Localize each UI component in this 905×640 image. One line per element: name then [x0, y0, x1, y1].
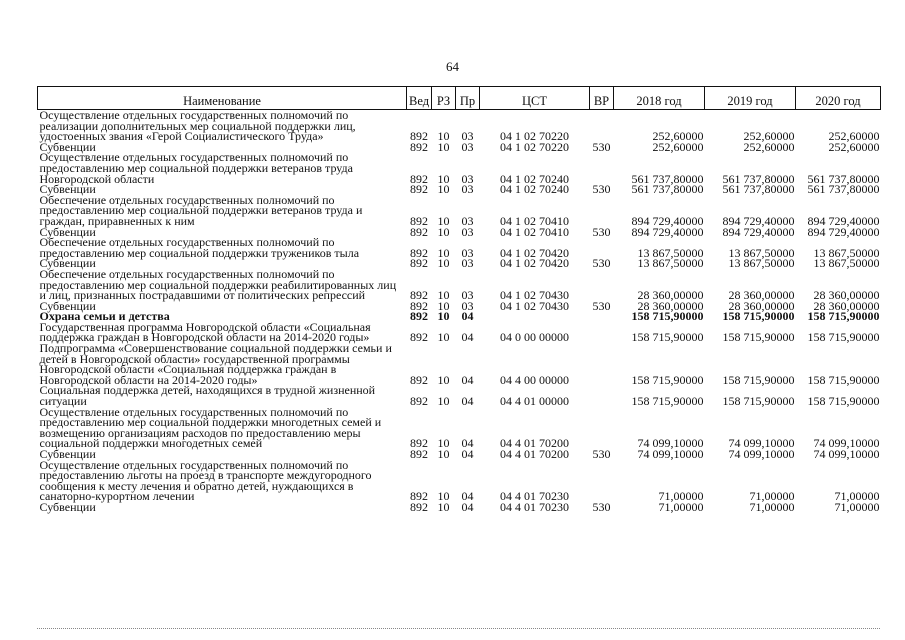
cell-2019: 158 715,90000 — [722, 309, 795, 324]
cell-name: Государственная программа Новгородской области «Социальная поддержка граждан в Новгородской области на 2014-2020 годы» — [39, 319, 371, 345]
cell-2018: 561 737,80000 — [631, 171, 704, 186]
cell-name: Субвенции — [39, 447, 96, 461]
cell-cst: 04 4 01 70230 — [500, 499, 569, 514]
cell-2020: 13 867,50000 — [813, 245, 880, 260]
cell-2018: 158 715,90000 — [631, 372, 704, 387]
cell-cst: 04 1 02 70220 — [500, 139, 569, 154]
cell-2020: 71,00000 — [834, 499, 880, 514]
cell-2019: 561 737,80000 — [722, 171, 795, 186]
cell-rz: 10 — [437, 213, 450, 228]
cell-pr: 03 — [461, 139, 474, 154]
cell-name: Осуществление отдельных государственных полномочий по реализации дополнительных мер социальной поддержки лиц, удостоенных звания «Герой Социалистического Труда» — [39, 108, 356, 144]
budget-table — [37, 86, 881, 513]
cell-pr: 03 — [461, 256, 474, 271]
cell-pr: 04 — [461, 372, 474, 387]
cell-pr: 03 — [461, 224, 474, 239]
cell-2019: 894 729,40000 — [722, 224, 795, 239]
cell-2018: 894 729,40000 — [631, 224, 704, 239]
cell-name: Осуществление отдельных государственных полномочий по предоставлению мер социальной поддержки ветеранов труда Новгородской области — [39, 150, 353, 186]
cell-cst: 04 1 02 70240 — [500, 171, 569, 186]
cell-name: Осуществление отдельных государственных полномочий по предоставлению льготы на проезд в транспорте междугородного сообщения к месту лечения и обратно детей, нуждающихся в санаторно-курортном лечении — [39, 457, 372, 504]
cell-rz: 10 — [437, 182, 450, 197]
page-bottom-rule — [37, 628, 880, 629]
cell-cst: 04 1 02 70430 — [500, 288, 569, 303]
cell-ved: 892 — [410, 499, 428, 514]
table-row — [38, 460, 881, 502]
table-row — [38, 407, 881, 449]
column-header-name: Наименование — [38, 87, 407, 110]
cell-pr: 04 — [461, 447, 474, 461]
cell-vr — [590, 322, 614, 343]
cell-2020: 28 360,00000 — [813, 288, 880, 303]
cell-vr: 530 — [592, 224, 611, 239]
cell-ved: 892 — [410, 171, 428, 186]
cell-vr — [590, 110, 614, 142]
cell-name: Субвенции — [39, 499, 96, 514]
cell-2018: 561 737,80000 — [631, 182, 704, 197]
cell-ved: 892 — [410, 129, 428, 144]
cell-cst: 04 4 00 00000 — [500, 372, 569, 387]
cell-ved: 892 — [410, 436, 428, 451]
table-row — [38, 152, 881, 184]
cell-2019: 252,60000 — [743, 129, 795, 144]
cell-pr: 03 — [461, 288, 474, 303]
column-header-ved: Вед — [407, 87, 432, 110]
cell-2020: 158 715,90000 — [807, 309, 880, 324]
table-row — [38, 237, 881, 258]
cell-name: Подпрограмма «Совершенствование социальной поддержки семьи и детей в Новгородской области» государственной программы Новгородской области «Социальная поддержка граждан в Новгородской области на 2014-2020 годы» — [39, 341, 392, 387]
cell-rz: 10 — [437, 288, 450, 303]
cell-cst: 04 4 01 70200 — [500, 436, 569, 451]
column-header-2020: 2020 год — [796, 87, 881, 110]
table-row — [38, 385, 881, 406]
cell-ved: 892 — [410, 298, 428, 313]
cell-2018: 894 729,40000 — [631, 213, 704, 228]
cell-pr: 04 — [461, 309, 474, 324]
cell-cst: 04 4 01 70230 — [500, 489, 569, 504]
page-number: 64 — [446, 59, 459, 74]
cell-pr: 04 — [461, 489, 474, 504]
cell-2018: 71,00000 — [658, 499, 704, 514]
cell-vr — [590, 385, 614, 406]
cell-2019: 71,00000 — [749, 489, 795, 504]
cell-2018: 71,00000 — [658, 489, 704, 504]
cell-pr: 03 — [461, 182, 474, 197]
column-header-rz: РЗ — [432, 87, 456, 110]
cell-2019: 74 099,10000 — [728, 436, 795, 451]
cell-2020: 158 715,90000 — [807, 330, 880, 345]
cell-2020: 252,60000 — [828, 129, 880, 144]
cell-2019: 28 360,00000 — [728, 298, 795, 313]
cell-name: Субвенции — [39, 224, 96, 239]
cell-pr: 03 — [461, 298, 474, 313]
cell-ved: 892 — [410, 309, 428, 324]
cell-2018: 158 715,90000 — [631, 394, 704, 409]
cell-name: Субвенции — [39, 298, 96, 313]
cell-pr: 04 — [461, 394, 474, 409]
cell-ved: 892 — [410, 256, 428, 271]
cell-2019: 74 099,10000 — [728, 447, 795, 461]
cell-rz: 10 — [437, 309, 450, 324]
cell-cst: 04 1 02 70240 — [500, 182, 569, 197]
cell-2018: 28 360,00000 — [637, 288, 704, 303]
cell-vr — [590, 152, 614, 184]
cell-pr: 04 — [461, 499, 474, 514]
cell-rz: 10 — [437, 394, 450, 409]
cell-rz: 10 — [437, 489, 450, 504]
cell-pr: 03 — [461, 129, 474, 144]
cell-ved: 892 — [410, 447, 428, 461]
cell-ved: 892 — [410, 224, 428, 239]
cell-2020: 28 360,00000 — [813, 298, 880, 313]
cell-2018: 13 867,50000 — [637, 245, 704, 260]
cell-name: Субвенции — [39, 182, 96, 197]
cell-2020: 894 729,40000 — [807, 213, 880, 228]
cell-cst: 04 0 00 00000 — [500, 330, 569, 345]
cell-name: Обеспечение отдельных государственных полномочий по предоставлению мер социальной поддержки тружеников тыла — [39, 235, 360, 260]
cell-pr: 03 — [461, 245, 474, 260]
cell-pr: 04 — [461, 330, 474, 345]
cell-rz: 10 — [437, 330, 450, 345]
cell-vr: 530 — [592, 298, 611, 313]
cell-ved: 892 — [410, 330, 428, 345]
cell-ved: 892 — [410, 245, 428, 260]
cell-pr: 03 — [461, 171, 474, 186]
cell-rz: 10 — [437, 372, 450, 387]
cell-2020: 158 715,90000 — [807, 394, 880, 409]
cell-vr — [590, 311, 614, 322]
table-row — [38, 502, 881, 513]
cell-rz: 10 — [437, 171, 450, 186]
cell-2019: 13 867,50000 — [728, 245, 795, 260]
cell-vr — [590, 237, 614, 258]
cell-rz: 10 — [437, 447, 450, 461]
table-header-row — [38, 87, 881, 110]
cell-rz: 10 — [437, 256, 450, 271]
cell-vr — [590, 343, 614, 385]
cell-rz: 10 — [437, 224, 450, 239]
cell-2019: 158 715,90000 — [722, 372, 795, 387]
cell-pr: 04 — [461, 436, 474, 451]
cell-2018: 252,60000 — [652, 139, 704, 154]
cell-vr: 530 — [592, 256, 611, 271]
cell-2020: 74 099,10000 — [813, 447, 880, 461]
cell-2018: 74 099,10000 — [637, 436, 704, 451]
cell-cst: 04 1 02 70220 — [500, 129, 569, 144]
table-body — [38, 110, 881, 513]
column-header-pr: Пр — [456, 87, 480, 110]
cell-vr: 530 — [592, 139, 611, 154]
cell-2020: 158 715,90000 — [807, 372, 880, 387]
table-row — [38, 322, 881, 343]
cell-2018: 13 867,50000 — [637, 256, 704, 271]
cell-cst: 04 1 02 70420 — [500, 245, 569, 260]
cell-ved: 892 — [410, 394, 428, 409]
cell-name: Охрана семьи и детства — [39, 309, 170, 324]
cell-rz: 10 — [437, 499, 450, 514]
cell-vr: 530 — [592, 182, 611, 197]
cell-2019: 894 729,40000 — [722, 213, 795, 228]
cell-vr: 530 — [592, 447, 611, 461]
cell-vr — [590, 460, 614, 502]
cell-name: Обеспечение отдельных государственных полномочий по предоставлению мер социальной поддержки ветеранов труда и граждан, приравненных к ним — [39, 192, 363, 228]
cell-rz: 10 — [437, 298, 450, 313]
cell-ved: 892 — [410, 288, 428, 303]
cell-ved: 892 — [410, 139, 428, 154]
cell-2019: 13 867,50000 — [728, 256, 795, 271]
cell-2019: 252,60000 — [743, 139, 795, 154]
cell-2020: 561 737,80000 — [807, 182, 880, 197]
cell-2019: 158 715,90000 — [722, 394, 795, 409]
cell-cst: 04 1 02 70410 — [500, 224, 569, 239]
cell-name: Социальная поддержка детей, находящихся в трудной жизненной ситуации — [39, 383, 376, 409]
cell-rz: 10 — [437, 139, 450, 154]
column-header-2018: 2018 год — [614, 87, 705, 110]
cell-2018: 252,60000 — [652, 129, 704, 144]
table-row — [38, 195, 881, 227]
cell-vr — [590, 269, 614, 301]
cell-cst: 04 4 01 70200 — [500, 447, 569, 461]
cell-cst: 04 1 02 70410 — [500, 213, 569, 228]
cell-cst: 04 1 02 70420 — [500, 256, 569, 271]
column-header-2019: 2019 год — [705, 87, 796, 110]
cell-2019: 158 715,90000 — [722, 330, 795, 345]
table-row — [38, 343, 881, 385]
cell-pr: 03 — [461, 213, 474, 228]
cell-cst: 04 1 02 70430 — [500, 298, 569, 313]
cell-name: Обеспечение отдельных государственных полномочий по предоставлению мер социальной поддержки реабилитированных лиц и лиц, признанных пострадавшими от политических репрессий — [39, 266, 397, 303]
cell-cst — [480, 311, 590, 322]
cell-name: Субвенции — [39, 256, 96, 271]
cell-2020: 252,60000 — [828, 139, 880, 154]
cell-2020: 71,00000 — [834, 489, 880, 504]
cell-ved: 892 — [410, 372, 428, 387]
table-row — [38, 269, 881, 301]
cell-vr — [590, 195, 614, 227]
cell-2018: 28 360,00000 — [637, 298, 704, 313]
cell-vr — [590, 407, 614, 449]
cell-name: Осуществление отдельных государственных полномочий по предоставлению мер социальной поддержки многодетных семей и возмещению организациям расходов по предоставлению меры социальной поддержки многодетных семей — [39, 404, 382, 451]
table-row — [38, 110, 881, 142]
cell-2018: 74 099,10000 — [637, 447, 704, 461]
cell-2018: 158 715,90000 — [631, 309, 704, 324]
cell-ved: 892 — [410, 213, 428, 228]
cell-name: Субвенции — [39, 139, 96, 154]
cell-ved: 892 — [410, 489, 428, 504]
cell-2019: 71,00000 — [749, 499, 795, 514]
cell-2018: 158 715,90000 — [631, 330, 704, 345]
cell-2020: 894 729,40000 — [807, 224, 880, 239]
column-header-cst: ЦСТ — [480, 87, 590, 110]
cell-2020: 561 737,80000 — [807, 171, 880, 186]
cell-cst: 04 4 01 00000 — [500, 394, 569, 409]
cell-2020: 13 867,50000 — [813, 256, 880, 271]
cell-2020: 74 099,10000 — [813, 436, 880, 451]
cell-rz: 10 — [437, 129, 450, 144]
cell-rz: 10 — [437, 436, 450, 451]
cell-rz: 10 — [437, 245, 450, 260]
cell-ved: 892 — [410, 182, 428, 197]
cell-2019: 561 737,80000 — [722, 182, 795, 197]
cell-vr: 530 — [592, 499, 611, 514]
column-header-vr: ВР — [590, 87, 614, 110]
cell-2019: 28 360,00000 — [728, 288, 795, 303]
